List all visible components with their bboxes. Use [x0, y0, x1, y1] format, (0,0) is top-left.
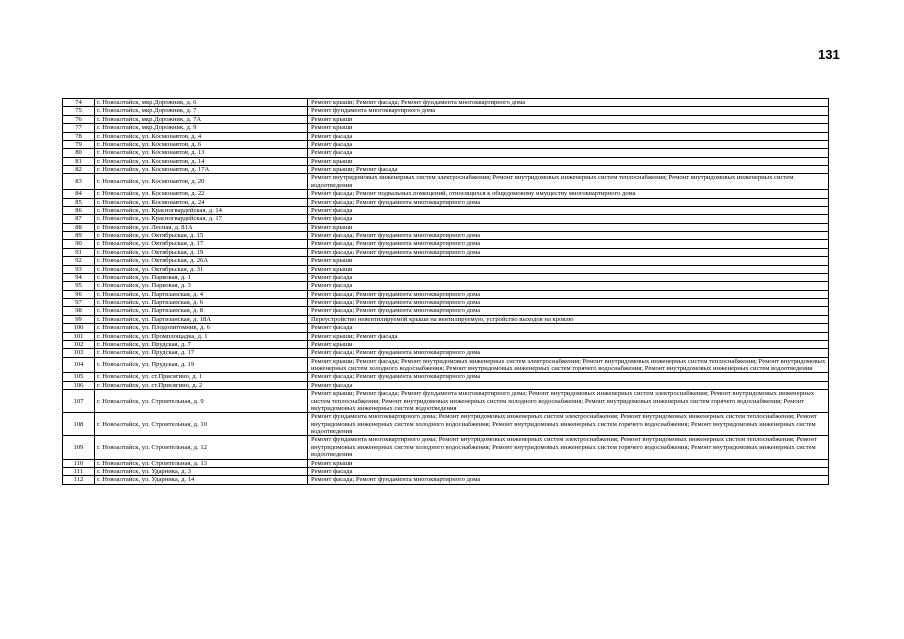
table-row [63, 157, 829, 165]
row-number-cell: 97 [63, 299, 95, 307]
works-cell: Ремонт крыши; Ремонт фасада; Ремонт фундамента многоквартирного дома [308, 99, 829, 107]
address-cell: г. Новоалтайск, ул. Космонавтов, д. 6 [95, 140, 308, 148]
address-cell: г. Новоалтайск, ул. Космонавтов, д. 13 [95, 149, 308, 157]
works-cell: Ремонт фасада [308, 206, 829, 214]
table-row [63, 324, 829, 332]
works-cell: Ремонт крыши [308, 157, 829, 165]
row-number-cell: 109 [63, 436, 95, 459]
address-cell: г. Новоалтайск, ул. Космонавтов, д. 14 [95, 157, 308, 165]
address-cell: г. Новоалтайск, ул. Космонавтов, д. 20 [95, 174, 308, 190]
works-cell: Ремонт фасада [308, 282, 829, 290]
row-number-cell: 87 [63, 215, 95, 223]
address-cell: г. Новоалтайск, ул. Прудская, д. 19 [95, 357, 308, 373]
row-number-cell: 111 [63, 467, 95, 475]
address-cell: г. Новоалтайск, ул. Космонавтов, д. 4 [95, 132, 308, 140]
table-row [63, 99, 829, 107]
row-number-cell: 105 [63, 373, 95, 381]
table-row [63, 265, 829, 273]
address-cell: г. Новоалтайск, ул. Космонавтов, д. 17А [95, 166, 308, 174]
table-row [63, 174, 829, 190]
address-cell: г. Новоалтайск, ул. ст.Присягино, д. 1 [95, 373, 308, 381]
address-cell: г. Новоалтайск, ул. Космонавтов, д. 22 [95, 190, 308, 198]
works-cell: Ремонт крыши; Ремонт фасада; Ремонт внутридомовых инженерных систем электроснабжения; Ремонт внутридомовых инженерных систем теплоснабжения; Ремонт внутридомовых инженерных систем холодного водоснабжения; Ремонт внутридомовых инженерных систем горячего водоснабжения; Ремонт внутридомовых инженерных систем водоотведения [308, 357, 829, 373]
row-number-cell: 75 [63, 107, 95, 115]
works-cell: Ремонт крыши [308, 340, 829, 348]
table-row [63, 223, 829, 231]
works-cell: Ремонт фасада [308, 381, 829, 389]
row-number-cell: 110 [63, 459, 95, 467]
works-cell: Ремонт фасада; Ремонт фундамента многоквартирного дома [308, 349, 829, 357]
repair-schedule-table [62, 98, 829, 485]
table-row [63, 340, 829, 348]
table-row [63, 115, 829, 123]
row-number-cell: 100 [63, 324, 95, 332]
table-body [63, 99, 829, 485]
works-cell: Ремонт фасада; Ремонт фундамента многоквартирного дома [308, 299, 829, 307]
table-row [63, 315, 829, 323]
row-number-cell: 96 [63, 290, 95, 298]
address-cell: г. Новоалтайск, ул. Прудская, д. 17 [95, 349, 308, 357]
page-number: 131 [818, 47, 840, 62]
table-row [63, 198, 829, 206]
table-row [63, 290, 829, 298]
works-cell: Ремонт крыши [308, 115, 829, 123]
row-number-cell: 92 [63, 257, 95, 265]
works-cell: Ремонт крыши; Ремонт фасада; Ремонт фундамента многоквартирного дома; Ремонт внутридомовых инженерных систем электроснабжения; Ремонт внутридомовых инженерных систем теплоснабжения; Ремонт внутридомовых инженерных систем холодного водоснабжения; Ремонт внутридомовых инженерных систем горячего водоснабжения; Ремонт внутридомовых инженерных систем водоотведения [308, 390, 829, 413]
table-row [63, 349, 829, 357]
works-cell: Переустройство невентилируемой крыши на вентилируемую, устройство выходов на кровлю [308, 315, 829, 323]
row-number-cell: 83 [63, 174, 95, 190]
address-cell: г. Новоалтайск, ул. Октябрьская, д. 31 [95, 265, 308, 273]
address-cell: г. Новоалтайск, мкр.Дорожник, д. 7 [95, 107, 308, 115]
table-row [63, 240, 829, 248]
table-row [63, 299, 829, 307]
address-cell: г. Новоалтайск, ул. Ударника, д. 14 [95, 476, 308, 484]
address-cell: г. Новоалтайск, ул. Строительная, д. 12 [95, 436, 308, 459]
row-number-cell: 79 [63, 140, 95, 148]
works-cell: Ремонт фасада; Ремонт подвальных помещений, относящихся к общедомовому имуществу многоквартирного дома [308, 190, 829, 198]
works-cell: Ремонт внутридомовых инженерных систем электроснабжения; Ремонт внутридомовых инженерных систем теплоснабжения; Ремонт внутридомовых инженерных систем водоотведения [308, 174, 829, 190]
works-cell: Ремонт фасада; Ремонт фундамента многоквартирного дома [308, 232, 829, 240]
row-number-cell: 89 [63, 232, 95, 240]
row-number-cell: 104 [63, 357, 95, 373]
works-cell: Ремонт фасада [308, 132, 829, 140]
works-cell: Ремонт фасада; Ремонт фундамента многоквартирного дома [308, 373, 829, 381]
row-number-cell: 77 [63, 124, 95, 132]
table-row [63, 190, 829, 198]
works-cell: Ремонт крыши; Ремонт фасада [308, 166, 829, 174]
row-number-cell: 94 [63, 273, 95, 281]
row-number-cell: 76 [63, 115, 95, 123]
address-cell: г. Новоалтайск, ул. Строительная, д. 9 [95, 390, 308, 413]
address-cell: г. Новоалтайск, ул. Промплощадка, д. 1 [95, 332, 308, 340]
works-cell: Ремонт фундамента многоквартирного дома [308, 107, 829, 115]
works-cell: Ремонт фундамента многоквартирного дома; Ремонт внутридомовых инженерных систем электроснабжения; Ремонт внутридомовых инженерных систем теплоснабжения; Ремонт внутридомовых инженерных систем холодного водоснабжения; Ремонт внутридомовых инженерных систем горячего водоснабжения; Ремонт внутридомовых инженерных систем водоотведения [308, 436, 829, 459]
works-cell: Ремонт фасада [308, 273, 829, 281]
works-cell: Ремонт фасада [308, 149, 829, 157]
table-row [63, 140, 829, 148]
address-cell: г. Новоалтайск, ул. Космонавтов, д. 24 [95, 198, 308, 206]
works-cell: Ремонт крыши [308, 223, 829, 231]
row-number-cell: 86 [63, 206, 95, 214]
row-number-cell: 81 [63, 157, 95, 165]
table-row [63, 459, 829, 467]
address-cell: г. Новоалтайск, ул. Партизанская, д. 8 [95, 307, 308, 315]
works-cell: Ремонт фасада [308, 324, 829, 332]
address-cell: г. Новоалтайск, мкр.Дорожник, д. 6 [95, 99, 308, 107]
works-cell: Ремонт фасада [308, 215, 829, 223]
table-row [63, 215, 829, 223]
works-cell: Ремонт фасада; Ремонт фундамента многоквартирного дома [308, 248, 829, 256]
address-cell: г. Новоалтайск, ул. Строительная, д. 13 [95, 459, 308, 467]
row-number-cell: 107 [63, 390, 95, 413]
row-number-cell: 84 [63, 190, 95, 198]
table-row [63, 166, 829, 174]
works-cell: Ремонт фасада; Ремонт фундамента многоквартирного дома [308, 240, 829, 248]
works-cell: Ремонт крыши [308, 459, 829, 467]
row-number-cell: 112 [63, 476, 95, 484]
works-cell: Ремонт крыши; Ремонт фасада [308, 332, 829, 340]
address-cell: г. Новоалтайск, ул. Октябрьская, д. 26А [95, 257, 308, 265]
address-cell: г. Новоалтайск, ул. ст.Присягино, д. 2 [95, 381, 308, 389]
address-cell: г. Новоалтайск, мкр.Дорожник, д. 7А [95, 115, 308, 123]
address-cell: г. Новоалтайск, ул. Строительная, д. 10 [95, 413, 308, 436]
row-number-cell: 103 [63, 349, 95, 357]
address-cell: г. Новоалтайск, ул. Красногвардейская, д. 14 [95, 206, 308, 214]
works-cell: Ремонт крыши [308, 124, 829, 132]
row-number-cell: 102 [63, 340, 95, 348]
table-row [63, 107, 829, 115]
address-cell: г. Новоалтайск, ул. Партизанская, д. 4 [95, 290, 308, 298]
table-row [63, 390, 829, 413]
row-number-cell: 90 [63, 240, 95, 248]
row-number-cell: 85 [63, 198, 95, 206]
table-row [63, 248, 829, 256]
address-cell: г. Новоалтайск, ул. Октябрьская, д. 19 [95, 248, 308, 256]
row-number-cell: 74 [63, 99, 95, 107]
works-cell: Ремонт фасада; Ремонт фундамента многоквартирного дома [308, 307, 829, 315]
table-row [63, 357, 829, 373]
address-cell: г. Новоалтайск, ул. Октябрьская, д. 15 [95, 232, 308, 240]
address-cell: г. Новоалтайск, ул. Партизанская, д. 6 [95, 299, 308, 307]
address-cell: г. Новоалтайск, мкр.Дорожник, д. 9 [95, 124, 308, 132]
table-row [63, 436, 829, 459]
address-cell: г. Новоалтайск, ул. Красногвардейская, д. 17 [95, 215, 308, 223]
table-row [63, 332, 829, 340]
table-row [63, 373, 829, 381]
address-cell: г. Новоалтайск, ул. Прудская, д. 7 [95, 340, 308, 348]
table-row [63, 273, 829, 281]
address-cell: г. Новоалтайск, ул. Плодопитомник, д. 6 [95, 324, 308, 332]
table-row [63, 149, 829, 157]
address-cell: г. Новоалтайск, ул. Парковая, д. 1 [95, 273, 308, 281]
table-row [63, 307, 829, 315]
table-row [63, 132, 829, 140]
works-cell: Ремонт крыши [308, 265, 829, 273]
table-row [63, 476, 829, 484]
table-row [63, 124, 829, 132]
table-row [63, 206, 829, 214]
table-row [63, 257, 829, 265]
table-row [63, 282, 829, 290]
works-cell: Ремонт фундамента многоквартирного дома; Ремонт внутридомовых инженерных систем электроснабжения; Ремонт внутридомовых инженерных систем теплоснабжения; Ремонт внутридомовых инженерных систем холодного водоснабжения; Ремонт внутридомовых инженерных систем горячего водоснабжения; Ремонт внутридомовых инженерных систем водоотведения [308, 413, 829, 436]
row-number-cell: 108 [63, 413, 95, 436]
works-cell: Ремонт фасада; Ремонт фундамента многоквартирного дома [308, 290, 829, 298]
works-cell: Ремонт фасада; Ремонт фундамента многоквартирного дома [308, 198, 829, 206]
table-row [63, 381, 829, 389]
row-number-cell: 78 [63, 132, 95, 140]
row-number-cell: 91 [63, 248, 95, 256]
address-cell: г. Новоалтайск, ул. Лесная, д. 81А [95, 223, 308, 231]
table-row [63, 413, 829, 436]
works-cell: Ремонт крыши [308, 257, 829, 265]
address-cell: г. Новоалтайск, ул. Парковая, д. 3 [95, 282, 308, 290]
row-number-cell: 88 [63, 223, 95, 231]
table-row [63, 232, 829, 240]
works-cell: Ремонт фасада [308, 467, 829, 475]
row-number-cell: 106 [63, 381, 95, 389]
row-number-cell: 95 [63, 282, 95, 290]
row-number-cell: 99 [63, 315, 95, 323]
row-number-cell: 98 [63, 307, 95, 315]
table-row [63, 467, 829, 475]
address-cell: г. Новоалтайск, ул. Ударника, д. 3 [95, 467, 308, 475]
address-cell: г. Новоалтайск, ул. Октябрьская, д. 17 [95, 240, 308, 248]
address-cell: г. Новоалтайск, ул. Партизанская, д. 18А [95, 315, 308, 323]
works-cell: Ремонт фасада [308, 140, 829, 148]
row-number-cell: 82 [63, 166, 95, 174]
row-number-cell: 80 [63, 149, 95, 157]
row-number-cell: 93 [63, 265, 95, 273]
works-cell: Ремонт фасада; Ремонт фундамента многоквартирного дома [308, 476, 829, 484]
row-number-cell: 101 [63, 332, 95, 340]
